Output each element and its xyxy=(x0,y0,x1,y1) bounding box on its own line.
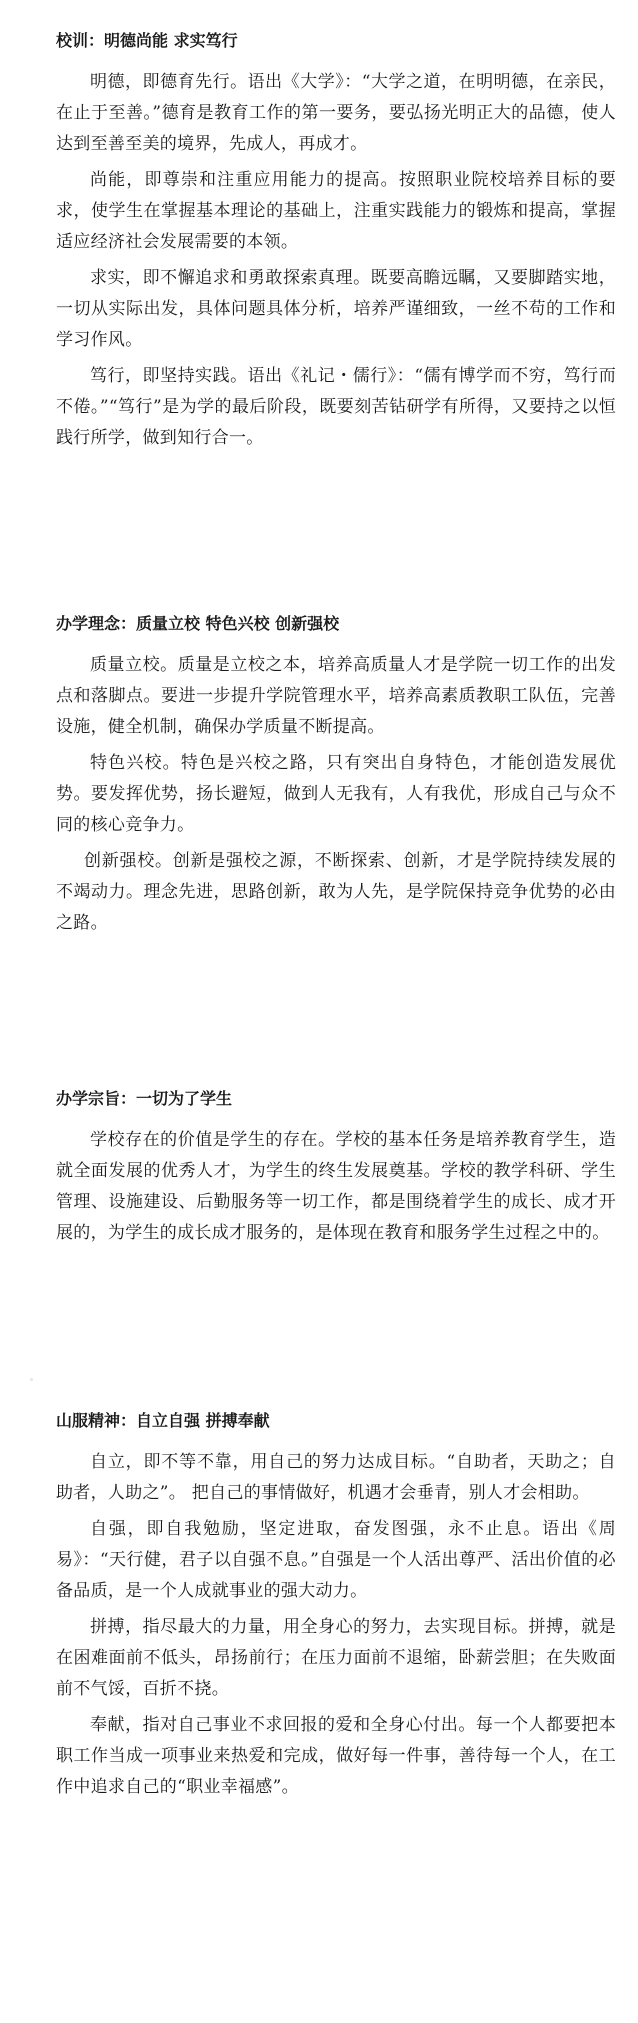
section-title: 办学宗旨：一切为了学生 xyxy=(56,1089,233,1108)
paragraph: 明德，即德育先行。语出《大学》：“大学之道，在明明德，在亲民，在止于至善。”德育是教育工作的第一要务，要弘扬光明正大的品德，使人达到至善至美的境界，先成人，再成才。 xyxy=(56,72,616,154)
section-philosophy xyxy=(56,614,616,939)
paragraph: 拼搏，指尽最大的力量，用全身心的努力，去实现目标。拼搏，就是在困难面前不低头，昂扬前行；在压力面前不退缩，卧薪尝胆；在失败面前不气馁，百折不挠。 xyxy=(56,1617,616,1699)
section-motto xyxy=(56,31,616,454)
paragraph: 笃行，即坚持实践。语出《礼记・儒行》：“儒有博学而不穷，笃行而不倦。”“笃行”是为学的最后阶段，既要刻苦钻研学有所得，又要持之以恒践行所学，做到知行合一。 xyxy=(56,366,616,448)
paragraph: 质量立校。质量是立校之本，培养高质量人才是学院一切工作的出发点和落脚点。要进一步提升学院管理水平，培养高素质教职工队伍，完善设施，健全机制，确保办学质量不断提高。 xyxy=(56,655,616,737)
paragraph: 求实，即不懈追求和勇敢探索真理。既要高瞻远瞩，又要脚踏实地，一切从实际出发，具体问题具体分析，培养严谨细致，一丝不苟的工作和学习作风。 xyxy=(56,268,616,350)
section-purpose xyxy=(56,1089,616,1249)
paragraph: 奉献，指对自己事业不求回报的爱和全身心付出。每一个人都要把本职工作当成一项事业来热爱和完成，做好每一件事，善待每一个人，在工作中追求自己的“职业幸福感”。 xyxy=(56,1715,616,1797)
section-title: 山服精神：自立自强 拼搏奉献 xyxy=(56,1411,270,1430)
paragraph: 特色兴校。特色是兴校之路，只有突出自身特色，才能创造发展优势。要发挥优势，扬长避短，做到人无我有，人有我优，形成自己与众不同的核心竞争力。 xyxy=(56,753,616,835)
section-title: 校训：明德尚能 求实笃行 xyxy=(56,31,238,50)
stray-dot xyxy=(30,1378,33,1381)
paragraph: 学校存在的价值是学生的存在。学校的基本任务是培养教育学生，造就全面发展的优秀人才，为学生的终生发展奠基。学校的教学科研、学生管理、设施建设、后勤服务等一切工作，都是围绕着学生的成长、成才开展的，为学生的成长成才服务的，是体现在教育和服务学生过程之中的。 xyxy=(56,1130,616,1243)
section-spirit xyxy=(56,1411,616,1803)
section-title: 办学理念：质量立校 特色兴校 创新强校 xyxy=(56,614,340,633)
paragraph: 尚能，即尊崇和注重应用能力的提高。按照职业院校培养目标的要求，使学生在掌握基本理论的基础上，注重实践能力的锻炼和提高，掌握适应经济社会发展需要的本领。 xyxy=(56,170,616,252)
paragraph: 创新强校。创新是强校之源，不断探索、创新，才是学院持续发展的不竭动力。理念先进，思路创新，敢为人先，是学院保持竞争优势的必由之路。 xyxy=(56,851,616,933)
paragraph: 自立，即不等不靠，用自己的努力达成目标。“自助者，天助之；自助者，人助之”。 把自己的事情做好，机遇才会垂青，别人才会相助。 xyxy=(56,1452,616,1503)
paragraph: 自强，即自我勉励，坚定进取，奋发图强，永不止息。语出《周易》：“天行健，君子以自强不息。”自强是一个人活出尊严、活出价值的必备品质，是一个人成就事业的强大动力。 xyxy=(56,1519,616,1601)
